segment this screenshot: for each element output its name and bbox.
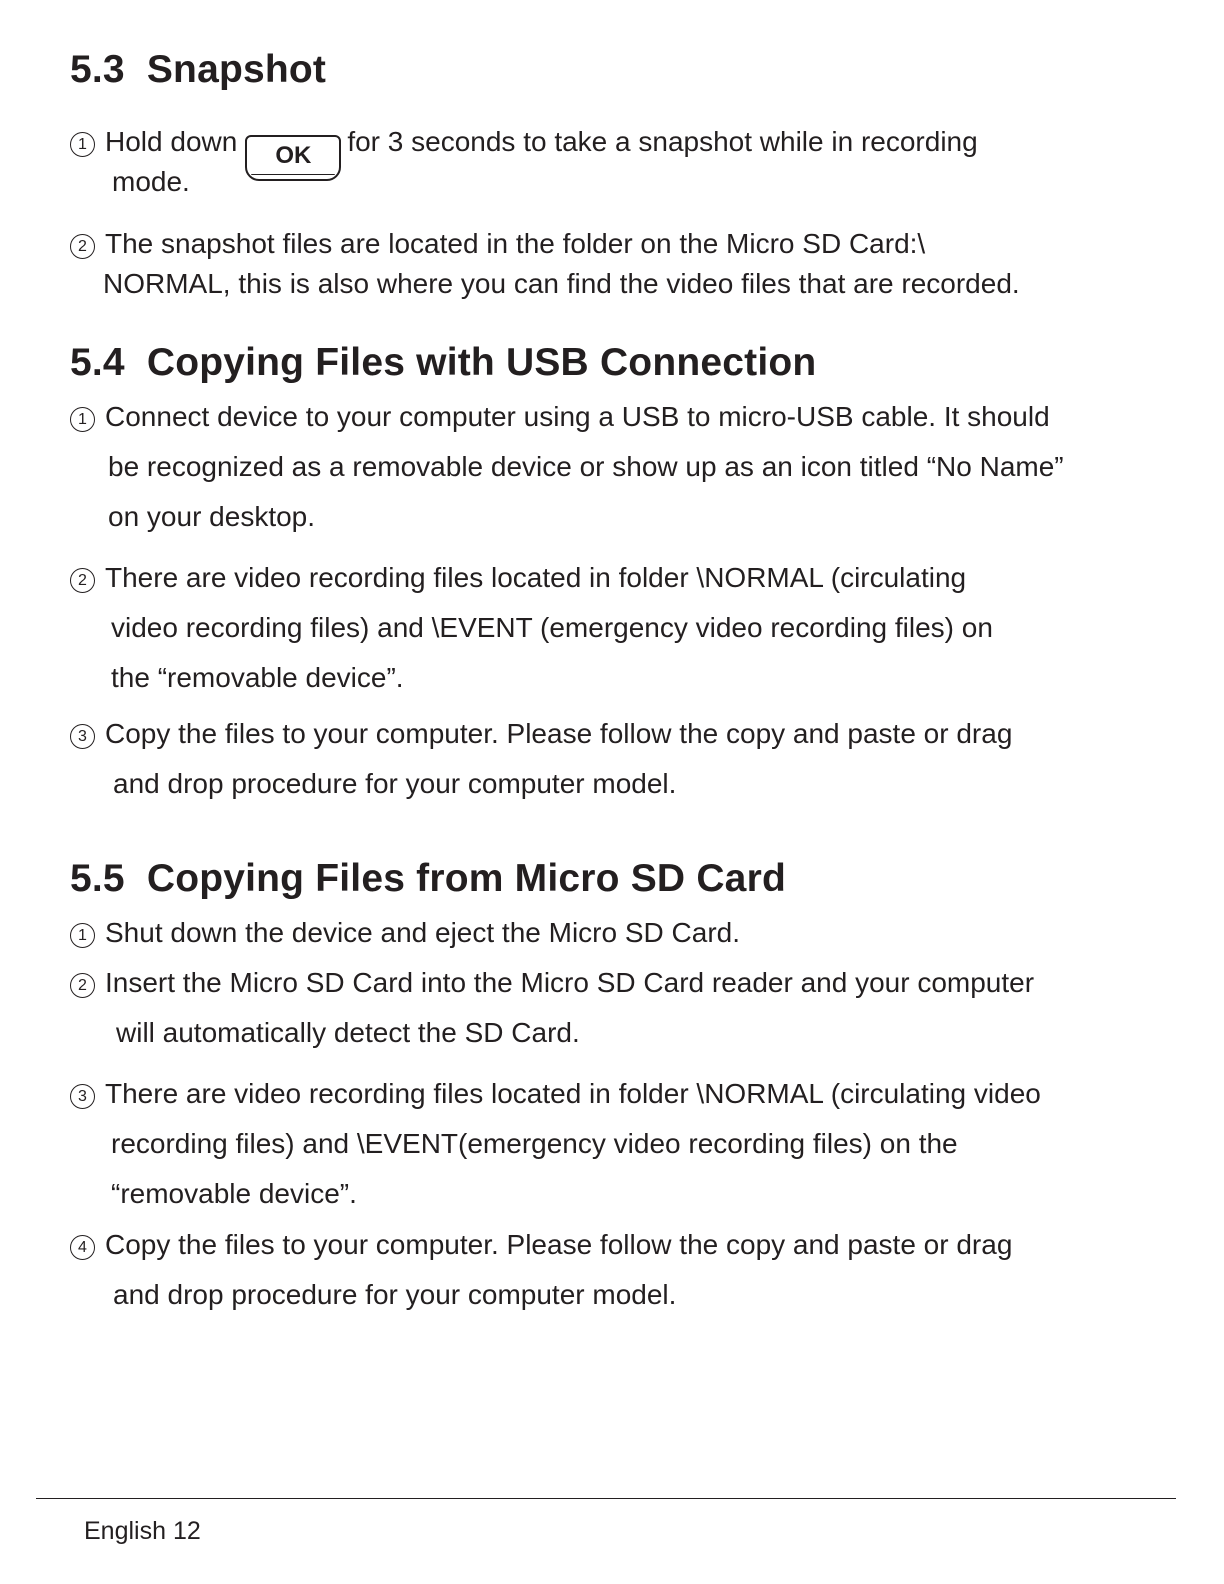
section-number: 5.3	[70, 48, 125, 91]
section-number: 5.5	[70, 857, 125, 900]
item-line	[70, 228, 925, 260]
item-line	[70, 1229, 1012, 1261]
circled-number-icon: 3	[70, 1084, 95, 1109]
circled-number-icon: 2	[70, 234, 95, 259]
item-line: be recognized as a removable device or show up as an icon titled “No Name”	[108, 451, 1064, 482]
item-line	[70, 967, 1034, 999]
section-heading-5-5	[70, 857, 786, 901]
item-text: Copy the files to your computer. Please follow the copy and paste or drag	[105, 718, 1013, 749]
item-line: mode.	[112, 166, 190, 197]
item-line: the “removable device”.	[111, 662, 404, 693]
section-title: Copying Files from Micro SD Card	[146, 857, 786, 900]
item-text: Hold down	[105, 126, 238, 157]
item-line	[70, 1078, 1041, 1110]
circled-number-icon: 1	[70, 923, 95, 948]
ok-key-icon: OK	[245, 135, 341, 181]
item-line: and drop procedure for your computer model.	[113, 768, 677, 799]
item-line	[70, 126, 978, 181]
item-line: NORMAL, this is also where you can find the video files that are recorded.	[103, 268, 1020, 299]
item-text: Insert the Micro SD Card into the Micro SD Card reader and your computer	[105, 967, 1035, 998]
item-text: The snapshot files are located in the folder on the Micro SD Card:\	[105, 228, 926, 259]
item-line: on your desktop.	[108, 501, 316, 532]
page-footer: English 12	[84, 1517, 201, 1545]
section-number: 5.4	[70, 341, 125, 384]
item-line	[70, 401, 1050, 433]
circled-number-icon: 4	[70, 1235, 95, 1260]
circled-number-icon: 1	[70, 407, 95, 432]
item-text: Connect device to your computer using a USB to micro-USB cable. It should	[105, 401, 1050, 432]
item-line: recording files) and \EVENT(emergency video recording files) on the	[111, 1128, 958, 1159]
item-line: “removable device”.	[111, 1178, 357, 1209]
section-heading-5-4	[70, 341, 816, 385]
item-line: and drop procedure for your computer model.	[113, 1279, 677, 1310]
circled-number-icon: 2	[70, 568, 95, 593]
item-text: There are video recording files located in folder \NORMAL (circulating	[105, 562, 967, 593]
item-text: Shut down the device and eject the Micro SD Card.	[105, 917, 741, 948]
item-line	[70, 917, 740, 949]
item-text: for 3 seconds to take a snapshot while in recording	[347, 126, 978, 157]
circled-number-icon: 2	[70, 973, 95, 998]
item-text: There are video recording files located in folder \NORMAL (circulating video	[105, 1078, 1041, 1109]
section-title: Copying Files with USB Connection	[146, 341, 817, 384]
section-heading-5-3	[70, 48, 326, 92]
footer-divider	[36, 1498, 1176, 1499]
item-line: video recording files) and \EVENT (emergency video recording files) on	[111, 612, 993, 643]
item-line: will automatically detect the SD Card.	[116, 1017, 580, 1048]
item-line	[70, 718, 1012, 750]
item-text: Copy the files to your computer. Please follow the copy and paste or drag	[105, 1229, 1013, 1260]
circled-number-icon: 3	[70, 724, 95, 749]
section-title: Snapshot	[146, 48, 327, 91]
item-line	[70, 562, 966, 594]
circled-number-icon: 1	[70, 132, 95, 157]
